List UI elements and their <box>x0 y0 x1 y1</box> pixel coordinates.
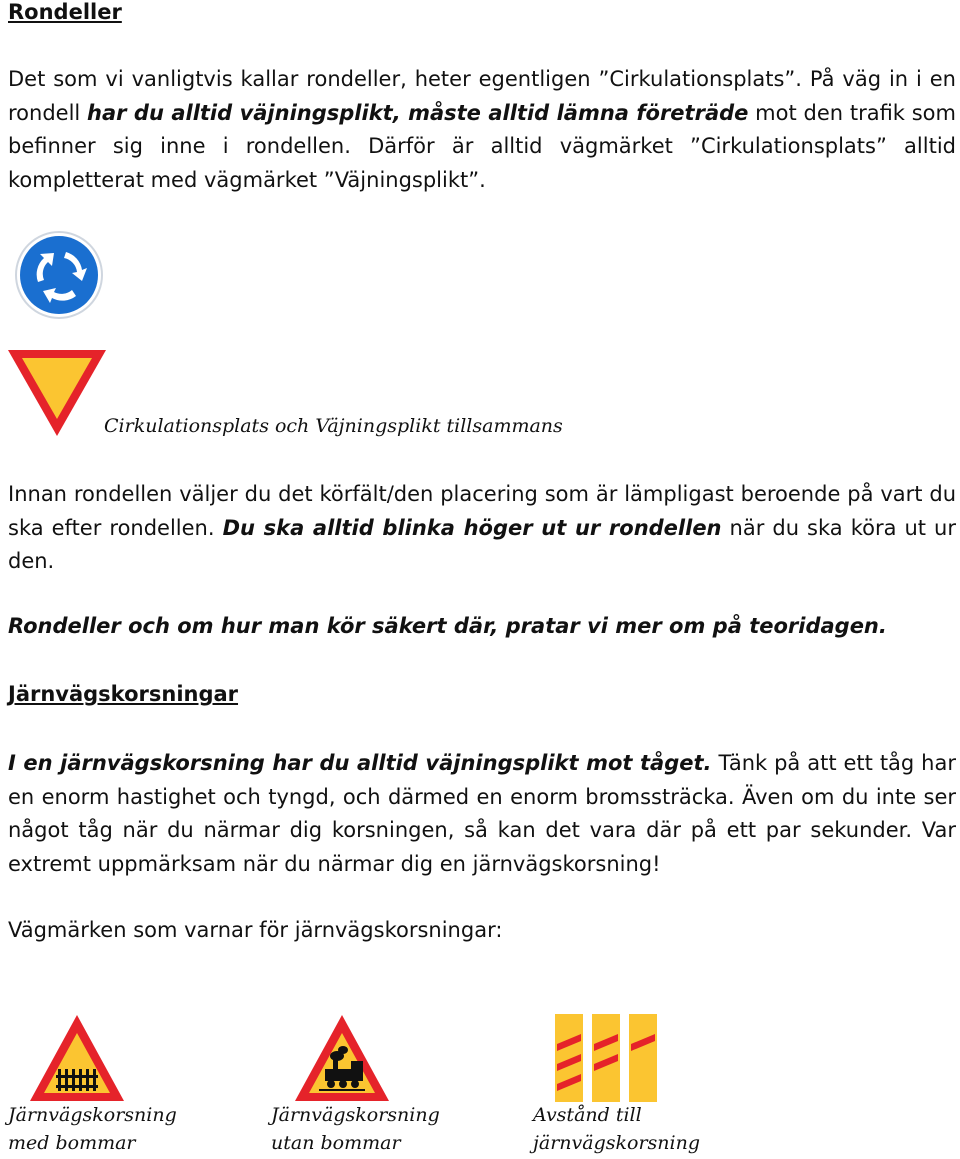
yield-sign-icon <box>6 348 108 438</box>
heading-rondeller: Rondeller <box>8 0 122 24</box>
railway-crossing-barrier-sign-icon <box>28 1013 126 1103</box>
signs-caption: Cirkulationsplats och Väjningsplikt tillsammans <box>104 415 563 437</box>
paragraph-teoridagen: Rondeller och om hur man kör säkert där, pratar vi mer om på teoridagen. <box>8 614 887 638</box>
sign-caption-with-barriers: Järnvägskorsning med bommar <box>8 1104 177 1154</box>
distance-to-crossing-sign-icon <box>555 1014 657 1102</box>
heading-jarnvagskorsningar: Järnvägskorsningar <box>8 682 239 706</box>
roundabout-sign-icon <box>14 230 104 320</box>
paragraph-rondeller-intro: Det som vi vanligtvis kallar rondeller, heter egentligen ”Cirkulationsplats”. På väg in i en rondell har du alltid väjningsplikt, måste alltid lämna företräde mot den trafik som befinner sig inne i rondellen. Därför är alltid vägmärket ”Cirkulationsplats” alltid kompletterat med vägmärket ”Väjningsplikt”. <box>8 67 956 192</box>
paragraph-rondeller-lane: Innan rondellen väljer du det körfält/den placering som är lämpligast beroende på vart du ska efter rondellen. Du ska alltid blinka höger ut ur rondellen när du ska köra ut ur den. <box>8 482 956 573</box>
sign-caption-distance: Avstånd till järnvägskorsning <box>533 1104 701 1154</box>
paragraph-jarnvag: I en järnvägskorsning har du alltid väjningsplikt mot tåget. Tänk på att ett tåg har en enorm hastighet och tyngd, och därmed en enorm bromssträcka. Även om du inte ser något tåg när du närmar dig korsningen, så kan det vara där på ett par sekunder. Var extremt uppmärksam när du närmar dig en järnvägskorsning! <box>8 751 956 876</box>
sign-caption-without-barriers: Järnvägskorsning utan bommar <box>271 1104 440 1154</box>
signs-intro: Vägmärken som varnar för järnvägskorsningar: <box>8 918 503 942</box>
railway-crossing-no-barrier-sign-icon <box>293 1013 391 1103</box>
